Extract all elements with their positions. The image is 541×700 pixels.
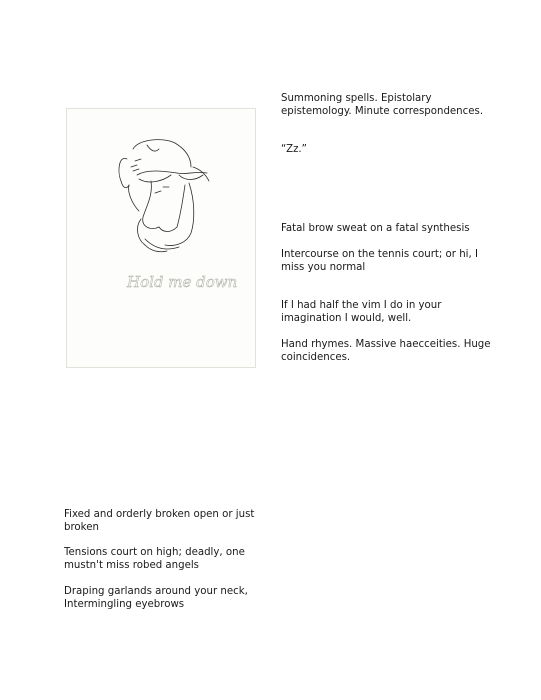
right-paragraph: If I had half the vim I do in your imagination I would, well. <box>281 300 442 325</box>
left-column <box>64 508 264 534</box>
left-paragraph: Fixed and orderly broken open or just broken <box>64 509 255 534</box>
right-column <box>281 92 491 118</box>
drawing-caption: Hold me down <box>127 273 238 291</box>
right-paragraph: Summoning spells. Epistolary epistemology. Minute correspondences. <box>281 93 484 118</box>
right-paragraph: Fatal brow sweat on a fatal synthesis <box>281 223 470 234</box>
left-paragraph: Draping garlands around your neck, Intermingling eyebrows <box>64 586 248 611</box>
sketch-drawing <box>66 108 256 368</box>
right-paragraph: Intercourse on the tennis court; or hi, I miss you normal <box>281 249 478 274</box>
face-sketch-icon <box>67 109 255 367</box>
right-paragraph: “Zz.” <box>281 144 307 155</box>
left-paragraph: Tensions court on high; deadly, one mustn't miss robed angels <box>64 547 245 572</box>
right-paragraph: Hand rhymes. Massive haecceities. Huge coincidences. <box>281 339 491 364</box>
